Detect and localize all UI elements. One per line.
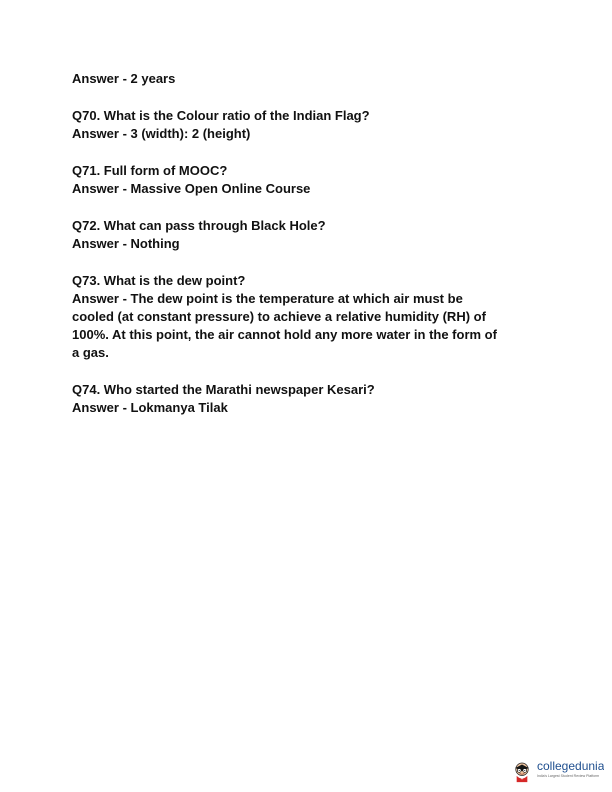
qa-item-74 [72,381,540,417]
answer-continuation-line: a gas. [72,345,109,360]
question-line: Q72. What can pass through Black Hole? [72,218,326,233]
answer-line: Answer - Massive Open Online Course [72,181,311,196]
question-line: Q70. What is the Colour ratio of the Indian Flag? [72,108,370,123]
question-line: Q73. What is the dew point? [72,273,246,288]
answer-line: Answer - Nothing [72,236,180,251]
brand-name: collegedunia [537,760,605,773]
answer-line: Answer - 3 (width): 2 (height) [72,126,251,141]
answer-line: Answer - Lokmanya Tilak [72,400,228,415]
answer-line: Answer - 2 years [72,71,176,86]
qa-item-69 [72,70,540,88]
qa-item-70 [72,107,540,143]
logo-text-wrap [537,760,604,778]
qa-content [72,70,540,417]
qa-item-72 [72,217,540,253]
question-line: Q71. Full form of MOOC? [72,163,228,178]
answer-continuation-line: 100%. At this point, the air cannot hold any more water in the form of [72,327,497,342]
answer-line: Answer - The dew point is the temperature at which air must be [72,291,463,306]
collegedunia-logo [511,760,610,788]
qa-item-71 [72,162,540,198]
brand-tagline: India's Largest Student Review Platform [537,774,600,778]
answer-continuation-line: cooled (at constant pressure) to achieve a relative humidity (RH) of [72,309,486,324]
qa-item-73 [72,272,540,362]
student-mascot-icon [511,760,533,784]
question-line: Q74. Who started the Marathi newspaper Kesari? [72,382,375,397]
